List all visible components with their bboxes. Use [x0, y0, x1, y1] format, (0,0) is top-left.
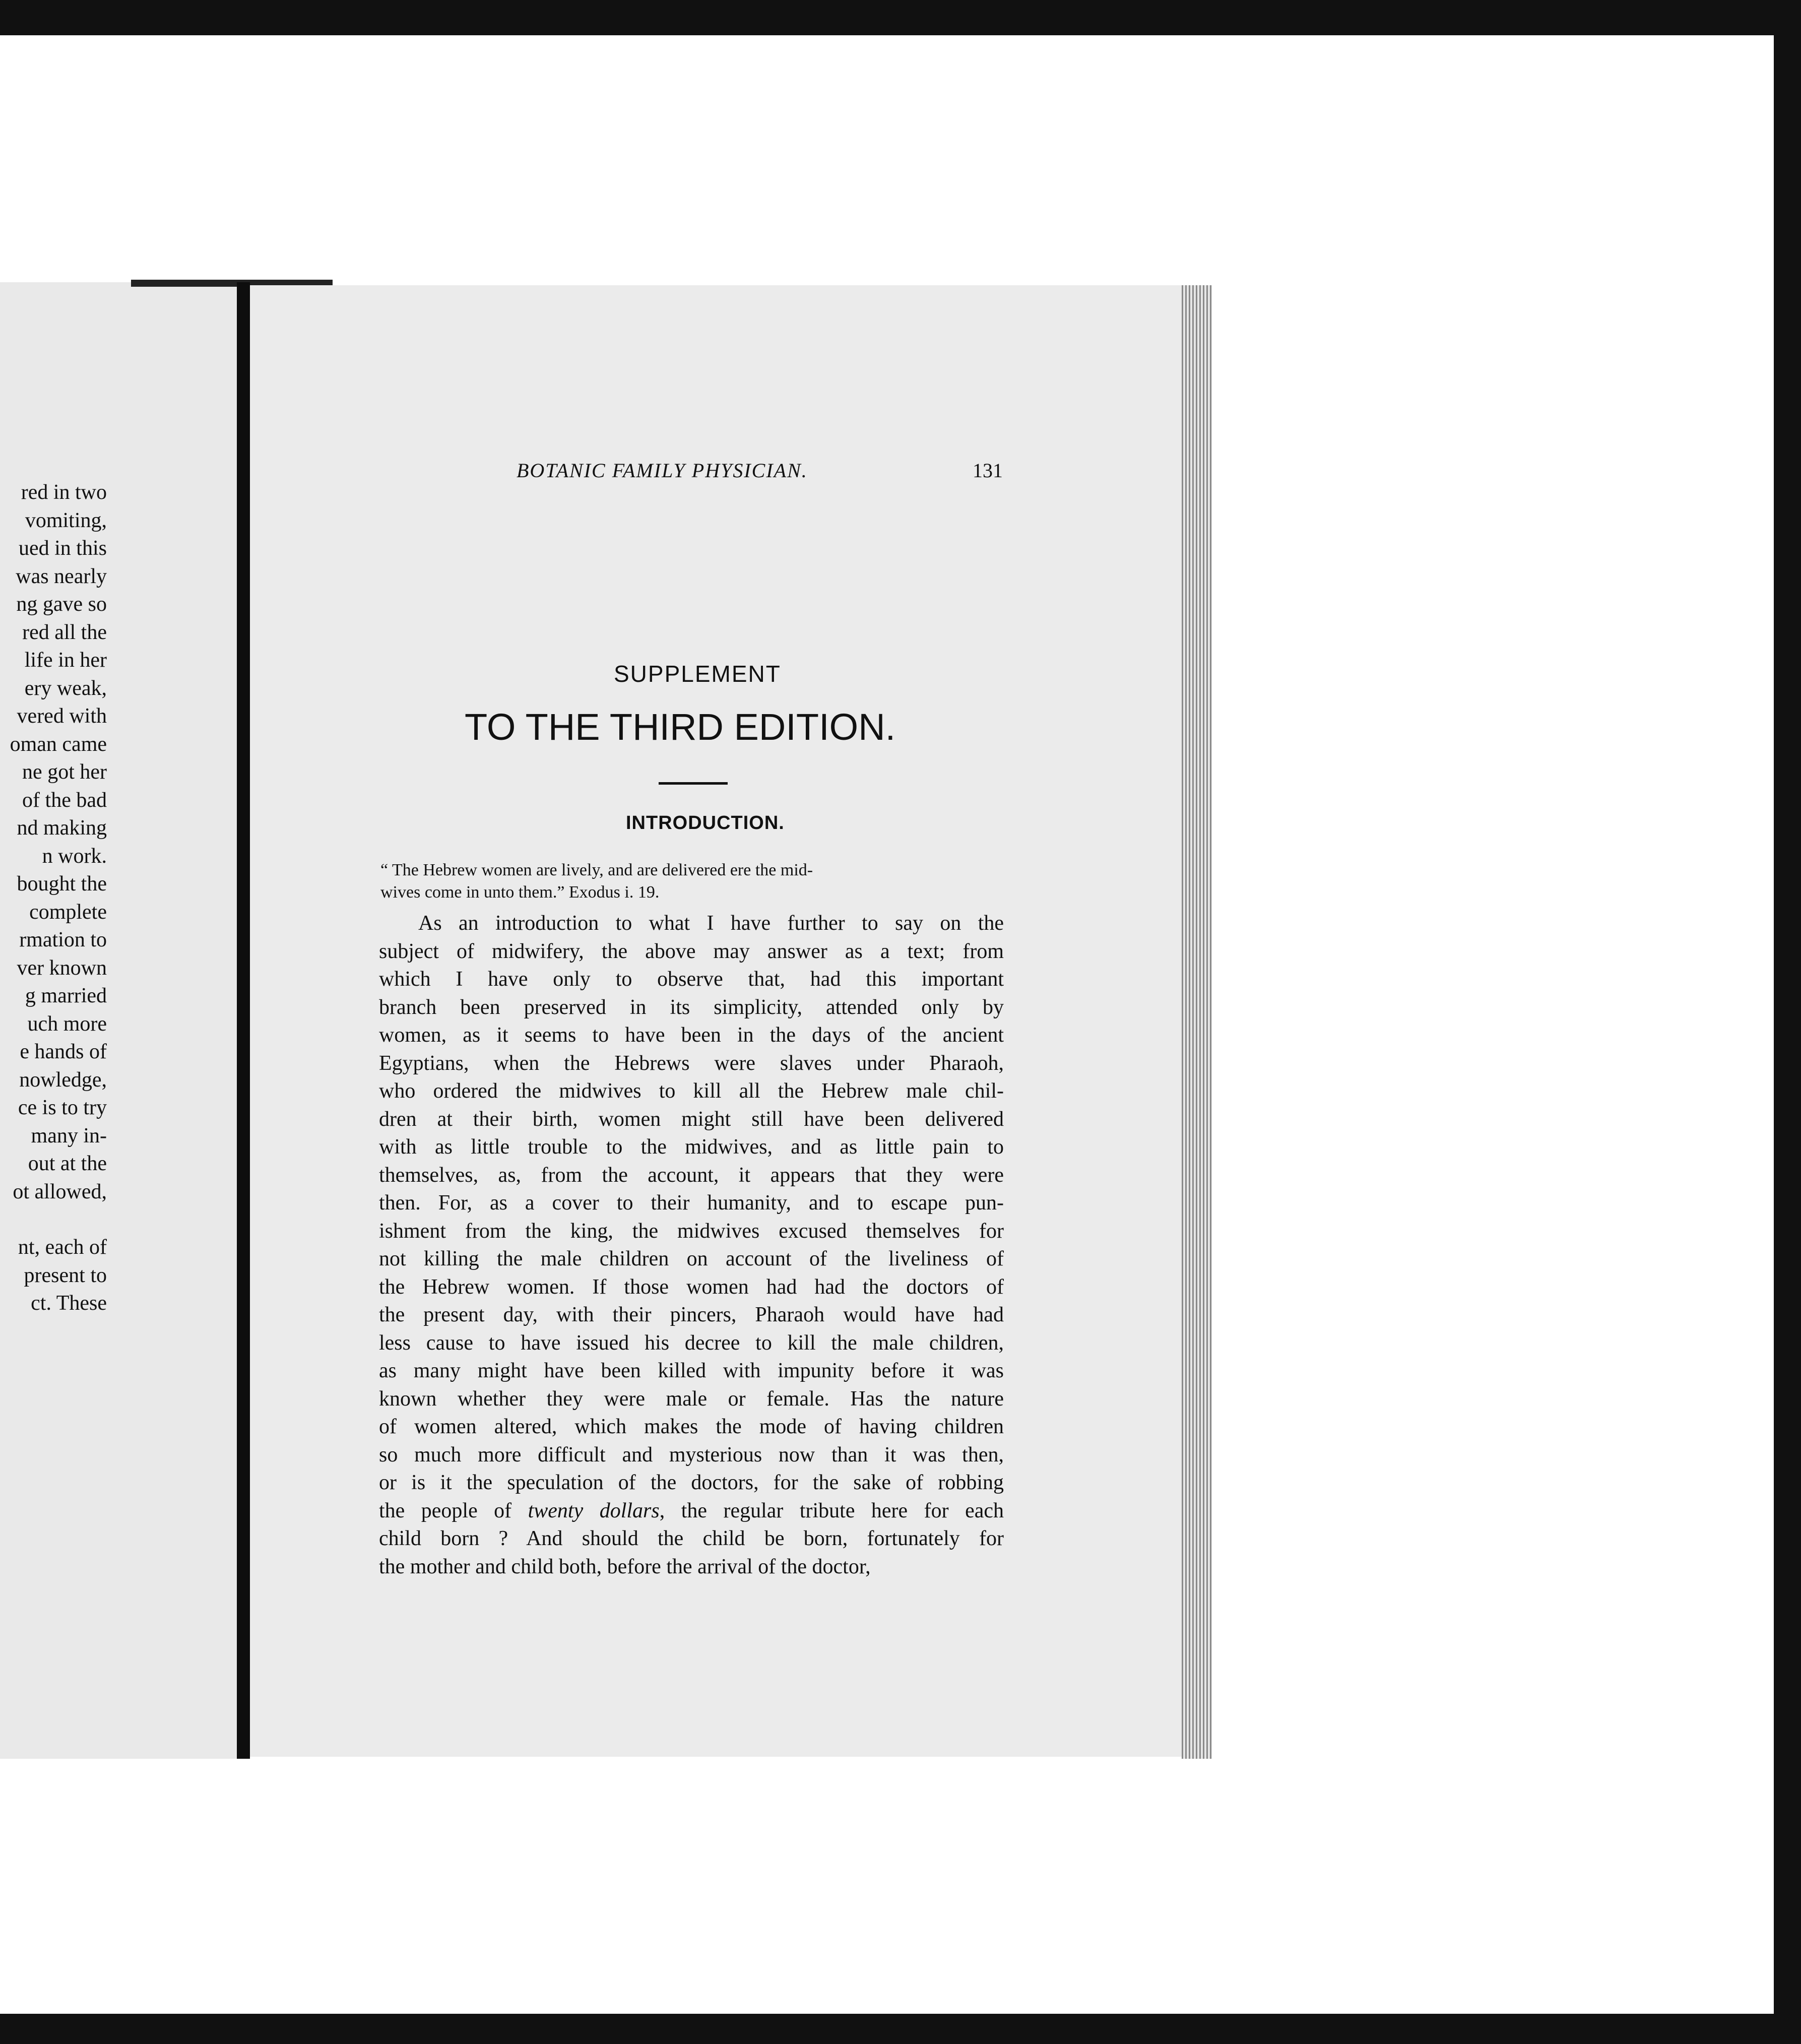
body-line: not killing the male children on account of the liveliness of [379, 1247, 1004, 1270]
left-line: nowledge, [19, 1068, 107, 1092]
left-line: bought the [17, 872, 107, 896]
left-line: nt, each of [18, 1236, 107, 1259]
epigraph [380, 859, 1005, 904]
left-line: ery weak, [24, 676, 107, 700]
body-line: Egyptians, when the Hebrews were slaves under Pharaoh, [379, 1051, 1004, 1075]
left-line: red all the [22, 620, 107, 644]
page-title: TO THE THIRD EDITION. [465, 706, 896, 748]
body-line: child born ? And should the child be born, fortunately for [379, 1527, 1004, 1550]
left-line: n work. [42, 844, 107, 868]
body-line: which I have only to observe that, had this important [379, 968, 1004, 991]
body-line: of women altered, which makes the mode of having children [379, 1415, 1004, 1438]
body-line [379, 1497, 1004, 1525]
left-line: present to [24, 1263, 107, 1287]
left-line: vered with [17, 705, 107, 728]
left-line: ot allowed, [13, 1180, 107, 1203]
left-line: was nearly [16, 564, 107, 588]
body-line: as many might have been killed with impunity before it was [379, 1359, 1004, 1382]
body-line: dren at their birth, women might still have been delivered [379, 1107, 1004, 1131]
left-line: vomiting, [25, 508, 107, 532]
body-line: ishment from the king, the midwives excused themselves for [379, 1219, 1004, 1243]
left-line: ce is to try [18, 1096, 107, 1119]
body-text-run: the people of [379, 1499, 528, 1522]
section-heading: INTRODUCTION. [626, 812, 785, 834]
body-line: subject of midwifery, the above may answer as a text; from [379, 939, 1004, 963]
body-line: the mother and child both, before the arrival of the doctor, [379, 1555, 871, 1578]
left-line: ver known [17, 956, 107, 980]
body-text-run: , the regular tribute here for each [659, 1499, 1004, 1522]
body-line: known whether they were male or female. Has the nature [379, 1387, 1004, 1411]
body-line: the Hebrew women. If those women had had the doctors of [379, 1275, 1004, 1299]
body-line: branch been preserved in its simplicity, attended only by [379, 995, 1004, 1019]
left-line: complete [29, 900, 107, 924]
page-number: 131 [973, 459, 1003, 482]
left-line: red in two [21, 481, 107, 504]
epigraph-line: “ The Hebrew women are lively, and are delivered ere the mid- [380, 861, 813, 879]
body-line: themselves, as, from the account, it appears that they were [379, 1163, 1004, 1187]
body-line: then. For, as a cover to their humanity, and to escape pun- [379, 1191, 1004, 1215]
body-text [379, 910, 1004, 1581]
emphasized-amount: twenty dollars [528, 1499, 660, 1522]
left-line: ng gave so [16, 593, 107, 616]
book-spine [237, 282, 250, 1759]
title-rule [659, 782, 728, 785]
epigraph-line: wives come in unto them.” Exodus i. 19. [380, 883, 660, 902]
left-line: of the bad [22, 788, 107, 812]
left-line: rmation to [19, 928, 107, 951]
body-line: As an introduction to what I have further to say on the [418, 912, 1004, 935]
scan-border-right [1774, 35, 1801, 2044]
body-line: with as little trouble to the midwives, and as little pain to [379, 1135, 1004, 1159]
left-line: g married [25, 984, 107, 1007]
body-line: less cause to have issued his decree to kill the male children, [379, 1331, 1004, 1355]
body-line: so much more difficult and mysterious now than it was then, [379, 1443, 1004, 1466]
left-line: uch more [27, 1012, 107, 1036]
left-page-text [0, 479, 107, 1335]
scan-border-top [0, 0, 1801, 35]
left-line: e hands of [20, 1040, 107, 1063]
supplement-heading: SUPPLEMENT [614, 661, 781, 687]
left-line: ne got her [22, 760, 107, 784]
left-line: out at the [28, 1152, 107, 1175]
left-line: ued in this [19, 537, 107, 560]
left-paragraph-gap [0, 1206, 107, 1234]
body-line: who ordered the midwives to kill all the Hebrew male chil- [379, 1079, 1004, 1103]
left-line: oman came [10, 732, 107, 756]
left-line: many in- [31, 1124, 107, 1147]
left-line: life in her [24, 649, 107, 672]
body-line: women, as it seems to have been in the days of the ancient [379, 1024, 1004, 1047]
body-line: the present day, with their pincers, Pharaoh would have had [379, 1303, 1004, 1326]
left-line: nd making [17, 816, 107, 840]
left-line: ct. These [31, 1292, 107, 1315]
running-head: BOTANIC FAMILY PHYSICIAN. [517, 459, 808, 482]
body-line: or is it the speculation of the doctors, for the sake of robbing [379, 1471, 1004, 1494]
scan-border-bottom [0, 2014, 1801, 2044]
page-stack-edge [1182, 285, 1212, 1759]
